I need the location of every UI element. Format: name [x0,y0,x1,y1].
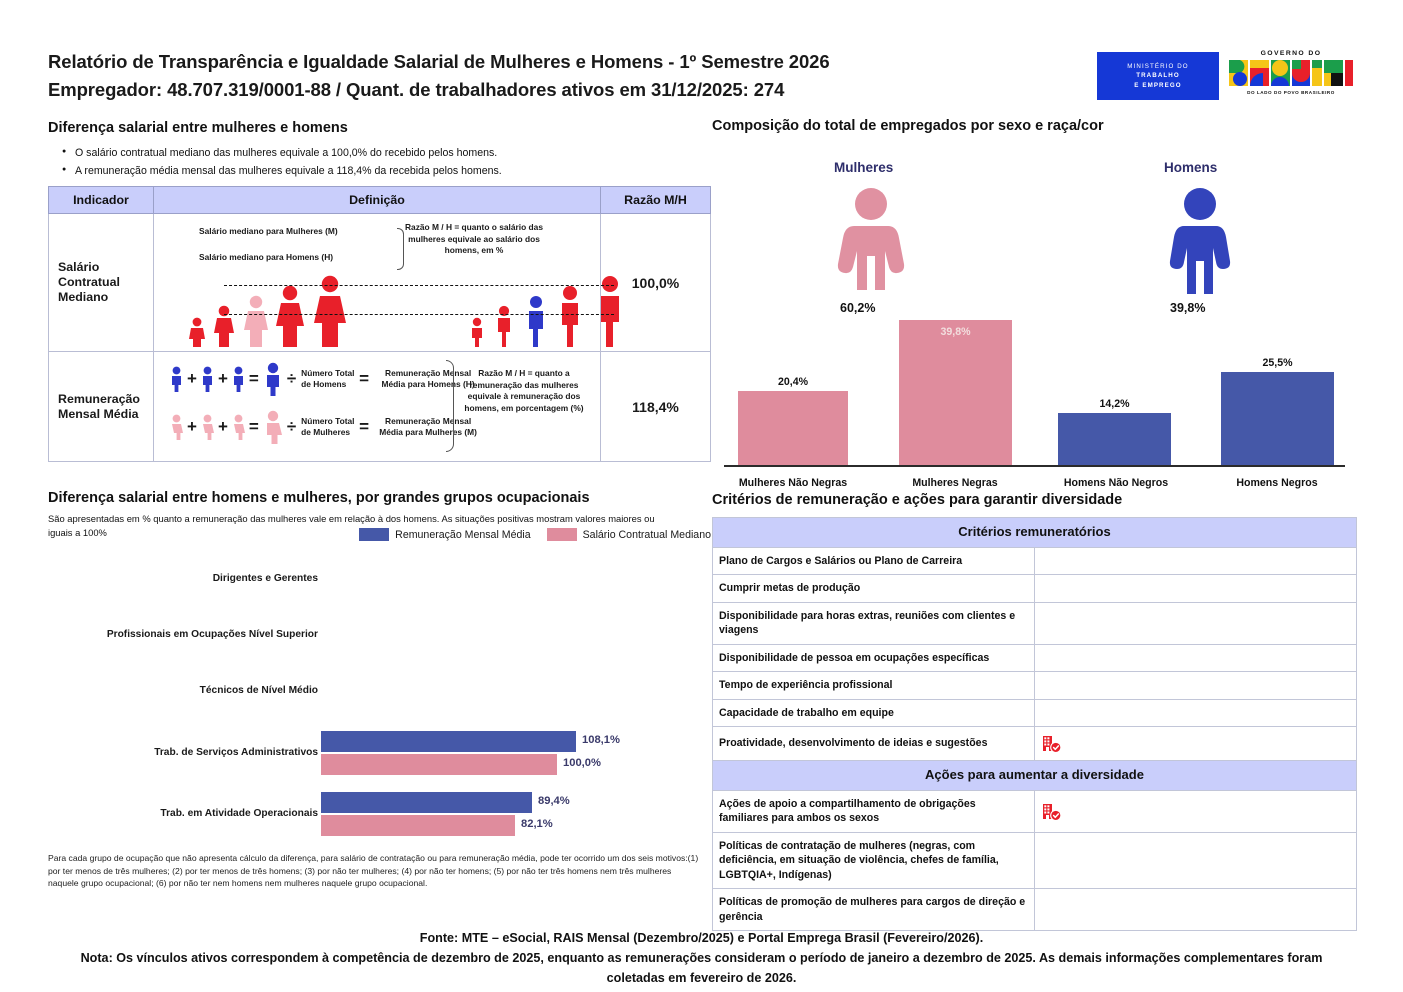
occ-value-operacionais-remuneracao: 89,4% [538,795,570,807]
occ-category-profissionais: Profissionais em Ocupações Nível Superior [106,629,318,640]
page-title-line-2: Empregador: 48.707.319/0001-88 / Quant. de trabalhadores ativos em 31/12/2025: 274 [48,79,785,100]
criteria-label: Cumprir metas de produção [713,575,1035,603]
logo-gov-wordmark [1227,58,1355,88]
bar-category-mulheres-negras: Mulheres Negras [912,477,998,489]
bar-category-homens-negros: Homens Negros [1236,477,1318,489]
diagram-note-ratio-average: Razão M / H = quanto a remuneração das mulheres equivale à remuneração dos homens, em porcentagem (%) [464,368,584,413]
diversity-action-label: Ações de apoio a compartilhamento de obrigações familiares para ambos os sexos [713,790,1035,832]
legend-label-salario: Salário Contratual Mediano [582,528,711,541]
occupational-groups-section [48,490,711,843]
occ-group-operacionais [48,790,711,846]
table-row [49,352,711,462]
brace-shape [446,360,454,452]
col-header-definition: Definição [154,187,601,214]
bar-category-mulheres-nao-negras: Mulheres Não Negras [738,477,848,489]
table-header-row [49,187,711,214]
pictogram-value-women: 60,2% [840,301,876,315]
ratio-value-median: 100,0% [601,214,711,352]
equals-sign: = [248,369,259,388]
equation-men-divisor: Número Total de Homens [301,368,355,389]
woman-pictogram [830,186,912,294]
woman-figure-large-icon [261,410,285,444]
logo-group [1097,50,1355,102]
diagram-label-women-median: Salário mediano para Mulheres (M) [199,226,338,236]
woman-figure-icon [199,414,216,440]
criteria-mark-cell [1035,547,1357,575]
legend-swatch-pink [547,528,577,541]
man-pictogram [1164,186,1236,294]
composition-title: Composição do total de empregados por sexo e raça/cor [712,118,1104,134]
occ-bar-operacionais-remuneracao [321,792,532,813]
occ-bar-administrativos-salario [321,754,557,775]
criteria-mark-cell [1035,889,1357,931]
woman-figure-icon [230,414,247,440]
pay-gap-bullet: ● O salário contratual mediano das mulheres equivale a 100,0% do recebido pelos homens. [62,144,711,162]
bar-value-mulheres-nao-negras: 20,4% [777,376,809,388]
indicator-remuneracao-mensal-media: Remuneração Mensal Média [49,352,154,462]
table-row [713,602,1357,644]
man-figure-large-icon [261,362,285,396]
criteria-label: Proatividade, desenvolvimento de ideias e sugestões [713,727,1035,761]
criteria-mark-cell [1035,832,1357,889]
plus-sign: + [217,369,228,388]
bar-category-homens-nao-negros: Homens Não Negros [1063,477,1169,489]
table-row [713,832,1357,889]
occupational-groups-title: Diferença salarial entre homens e mulheres, por grandes grupos ocupacionais [48,490,590,506]
occ-category-administrativos: Trab. de Serviços Administrativos [154,747,318,758]
pay-gap-section [48,120,711,462]
legend-item-remuneracao [359,528,530,541]
equation-men-result: Remuneração Mensal Média para Homens (H) [381,368,475,389]
occupational-footnote: Para cada grupo de ocupação que não apresenta cálculo da diferença, para salário de contratação ou para remuneração média, pode ter ocorrido um dos seis motivos:(1) por ter menos de três mulheres; (2) por ter menos de três homens; (3) por não ter mulheres; (4) por não ter homens; (5) por não ter três homens nem três mulheres naquele grupo ocupacional; (6) por não ter nem homens nem mulheres naquele grupo ocupacional. [48,853,699,889]
plus-sign: + [187,417,197,436]
definition-diagram-median-salary [154,214,601,352]
col-header-ratio: Razão M/H [601,187,711,214]
man-figure-small-icon [467,317,487,347]
occ-value-operacionais-salario: 82,1% [521,818,553,830]
logo-gov-top-text: GOVERNO DO [1260,50,1322,57]
criteria-mark-cell [1035,644,1357,672]
occ-group-profissionais [48,617,711,673]
table-row [713,727,1357,761]
occ-value-administrativos-remuneracao: 108,1% [582,734,620,746]
brasil-wordmark-svg [1227,58,1355,88]
bar-value-mulheres-negras: 39,8% [940,326,971,338]
occupational-chart-legend [359,528,711,541]
definition-diagram-average-pay [154,352,601,462]
criteria-group-header-row [713,518,1357,548]
criteria-title: Critérios de remuneração e ações para garantir diversidade [712,492,1123,508]
diagram-note-ratio: Razão M / H = quanto o salário das mulheres equivale ao salário dos homens, em % [405,222,543,255]
equation-women [168,410,482,444]
criteria-label: Disponibilidade para horas extras, reuniões com clientes e viagens [713,602,1035,644]
table-row [713,672,1357,700]
occupational-bar-chart [48,561,711,843]
pictogram-row-median [154,275,600,347]
government-of-brazil-logo [1227,50,1355,102]
bar-value-homens-negros: 25,5% [1262,357,1293,369]
pay-gap-title: Diferença salarial entre mulheres e homens [48,120,348,136]
criteria-group-header-row [713,761,1357,791]
report-header [0,0,1403,112]
ministry-of-labour-logo [1097,52,1219,100]
equation-men [168,362,482,396]
criteria-group-1-header: Critérios remuneratórios [713,518,1357,548]
table-row [713,644,1357,672]
equals-sign: = [248,417,259,436]
criteria-mark-cell [1035,672,1357,700]
criteria-table [712,517,1357,931]
equation-women-result: Remuneração Mensal Média para Mulheres (M) [379,416,477,437]
logo-mte-line-2: TRABALHO [1136,72,1180,80]
composition-bar-chart [712,313,1357,493]
plus-sign: + [187,369,197,388]
criteria-label: Plano de Cargos e Salários ou Plano de Carreira [713,547,1035,575]
bar-mulheres-nao-negras [738,391,848,465]
occ-group-tecnicos [48,673,711,729]
occ-group-dirigentes [48,561,711,617]
criteria-label: Capacidade de trabalho em equipe [713,699,1035,727]
table-row [713,790,1357,832]
table-row [713,575,1357,603]
table-row [713,547,1357,575]
occ-category-dirigentes: Dirigentes e Gerentes [212,573,318,584]
footer-source-line: Fonte: MTE – eSocial, RAIS Mensal (Dezembro/2025) e Portal Emprega Brasil (Fevereiro/2026). [419,931,984,945]
criteria-mark-cell [1035,699,1357,727]
criteria-mark-cell [1035,575,1357,603]
occ-group-administrativos [48,729,711,785]
pictogram-label-women: Mulheres [834,160,894,175]
table-row [713,889,1357,931]
diversity-action-label: Políticas de promoção de mulheres para cargos de direção e gerência [713,889,1035,931]
pictogram-value-men: 39,8% [1170,301,1206,315]
legend-swatch-blue [359,528,389,541]
bar-homens-negros [1221,372,1334,465]
building-check-icon [1041,801,1062,822]
criteria-label: Disponibilidade de pessoa em ocupações específicas [713,644,1035,672]
occ-category-tecnicos: Técnicos de Nível Médio [199,685,318,696]
building-check-icon [1041,733,1062,754]
col-header-indicator: Indicador [49,187,154,214]
median-comparison-dashed-band [224,285,614,315]
table-row [49,214,711,352]
logo-gov-bottom-text: DO LADO DO POVO BRASILEIRO [1247,90,1335,95]
page-title [48,48,1108,104]
division-sign: ÷ [286,369,297,388]
page-title-line-1: Relatório de Transparência e Igualdade Salarial de Mulheres e Homens - 1º Semestre 2026 [48,51,830,72]
bar-mulheres-negras [899,320,1012,465]
bar-homens-nao-negros [1058,413,1171,465]
man-figure-icon [199,366,216,392]
ratio-value-average: 118,4% [601,352,711,462]
brace-shape [397,228,404,270]
logo-mte-line-3: E EMPREGO [1134,81,1182,89]
criteria-mark-cell [1035,602,1357,644]
division-sign: ÷ [286,417,297,436]
legend-item-salario [547,528,711,541]
indicator-salario-contratual-mediano: Salário Contratual Mediano [49,214,154,352]
report-footer [0,928,1403,988]
pay-gap-bullet: ● A remuneração média mensal das mulheres equivale a 118,4% da recebida pelos homens. [62,162,711,180]
equals-sign: = [359,417,370,436]
footer-note-line: Nota: Os vínculos ativos correspondem à competência de dezembro de 2025, enquanto as remunerações consideram o período de janeiro a dezembro de 2025. As demais informações complementares foram coletadas em fevereiro de 2026. [80,951,1323,985]
occupational-groups-subtitle: São apresentadas em % quanto a remuneração das mulheres vale em relação à dos homens. As situações positivas mostram valores maiores ou iguais a 100% [48,513,655,538]
criteria-label: Tempo de experiência profissional [713,672,1035,700]
equals-sign: = [359,369,370,388]
man-figure-icon [168,366,185,392]
logo-mte-line-1: MINISTÉRIO DO [1127,62,1189,70]
plus-sign: + [217,417,228,436]
diagram-label-men-median: Salário mediano para Homens (H) [199,252,334,262]
composition-section [712,118,1357,489]
criteria-group-2-header: Ações para aumentar a diversidade [713,761,1357,791]
chart-baseline-axis [724,465,1345,467]
criteria-mark-cell [1035,790,1357,832]
woman-figure-icon [168,414,185,440]
occ-bar-operacionais-salario [321,815,515,836]
equation-women-divisor: Número Total de Mulheres [301,416,355,437]
woman-figure-small-icon [187,317,207,347]
criteria-section [712,492,1357,931]
pay-gap-bullets [62,144,711,180]
criteria-mark-cell [1035,727,1357,761]
occ-bar-administrativos-remuneracao [321,731,576,752]
legend-label-remuneracao: Remuneração Mensal Média [395,528,531,541]
occ-category-operacionais: Trab. em Atividade Operacionais [160,808,318,819]
bar-value-homens-nao-negros: 14,2% [1099,398,1130,410]
occ-value-administrativos-salario: 100,0% [563,757,601,769]
man-figure-icon [230,366,247,392]
table-row [713,699,1357,727]
pay-gap-table [48,186,711,462]
pictogram-label-men: Homens [1164,160,1218,175]
diversity-action-label: Políticas de contratação de mulheres (negras, com deficiência, em situação de violência, chefes de família, LGBTQIA+, Indígenas) [713,832,1035,889]
